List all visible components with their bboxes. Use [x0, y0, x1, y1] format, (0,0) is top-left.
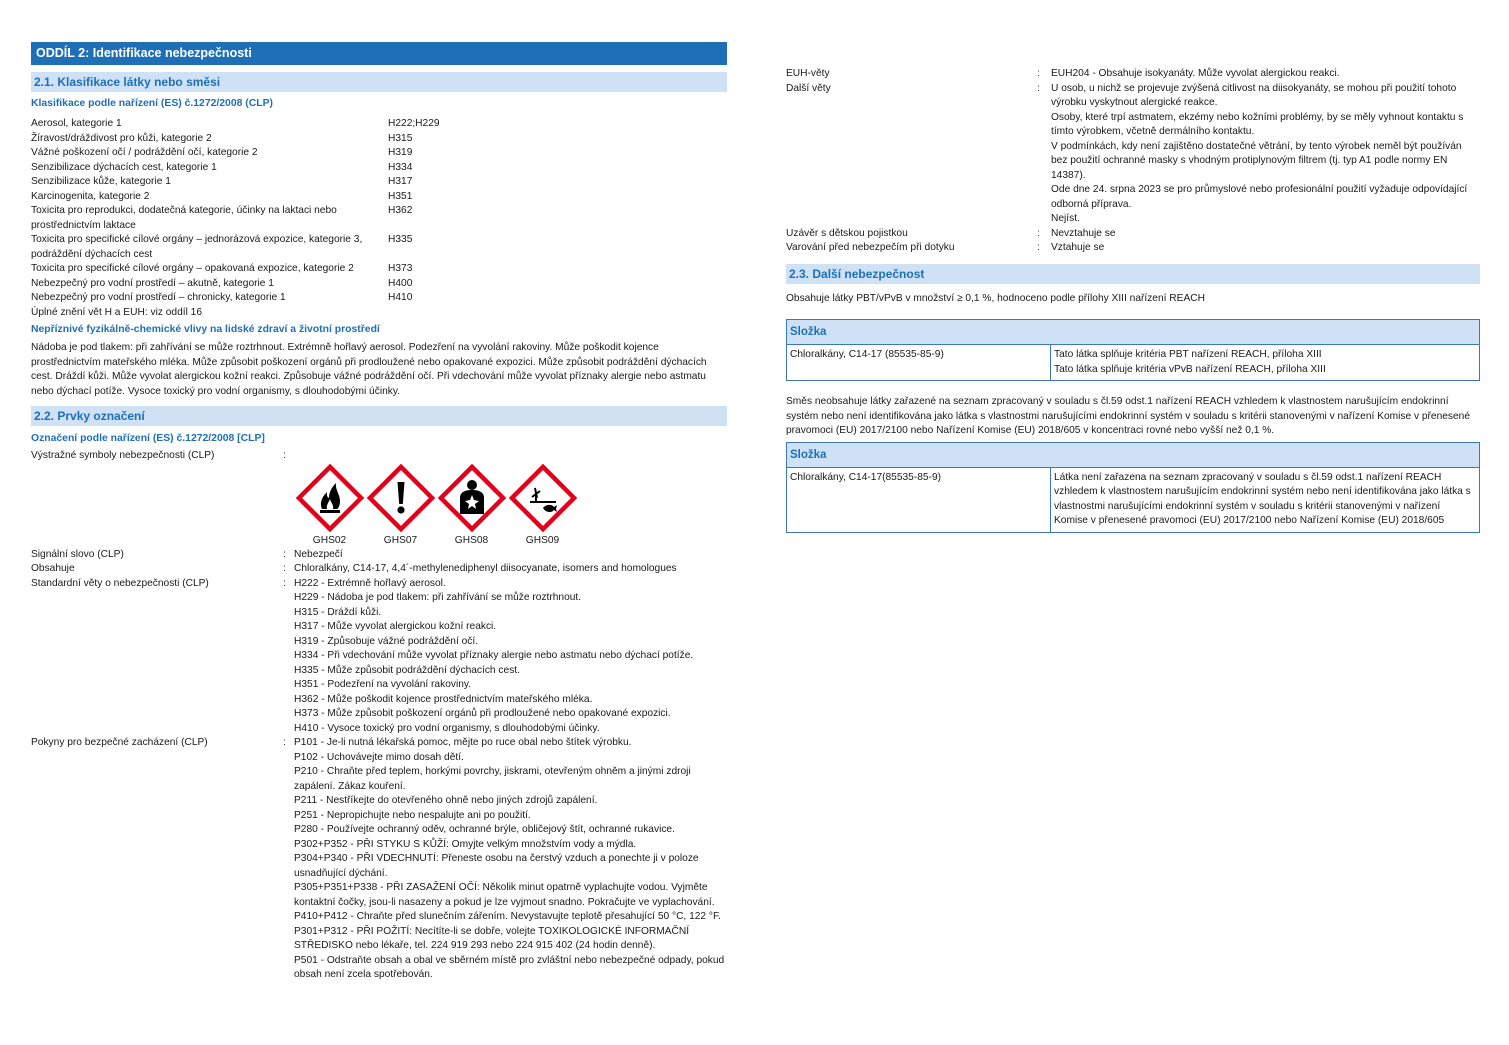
classification-code: H410	[388, 292, 413, 303]
classification-name: Senzibilizace kůže, kategorie 1	[31, 176, 171, 187]
classification-code: H315	[388, 132, 413, 144]
pbt-table-header: Složka	[787, 320, 1479, 345]
ghs-pictograms	[294, 464, 727, 547]
pictogram-code: GHS07	[383, 534, 418, 546]
full-text-note: Úplné znění vět H a EUH: viz oddíl 16	[31, 306, 203, 318]
separator: :	[283, 577, 286, 589]
separator: :	[283, 563, 286, 574]
precautionary-statement: P211 - Nestříkejte do otevřeného ohně nebo jiných zdrojů zapálení.	[294, 795, 598, 806]
substance-cell: Chloralkány, C14-17 (85535-85-9)	[787, 345, 1051, 380]
other-statement: Osoby, které trpí astmatem, ekzémy nebo kožními problémy, by se měly vyhnout kontaktu s tímto výrobkem, včetně dermálního kontaktu.	[1051, 111, 1464, 137]
classification-list	[31, 117, 727, 306]
precautionary-statement: P210 - Chraňte před teplem, horkými povrchy, jiskrami, otevřeným ohněm a jinými zdroji zapálení. Zákaz kouření.	[294, 766, 691, 792]
classification-row	[31, 175, 727, 190]
other-statement: V podmínkách, kdy není zajištěno dostatečné větrání, by tento výrobek neměl být používán bez použití ochranné masky s vhodným protiplynovým filtrem (tj. typ A1 podle normy EN 14387).	[1051, 140, 1462, 181]
contains-label: Obsahuje	[31, 563, 75, 574]
pictogram-code: GHS02	[312, 534, 347, 546]
tactile-warning-label: Varování před nebezpečím při dotyku	[786, 242, 955, 253]
separator: :	[283, 737, 286, 748]
classification-row	[31, 146, 727, 161]
classification-name: Karcinogenita, kategorie 2	[31, 190, 150, 202]
endocrine-assessment-cell: Látka není zařazena na seznam zpracovaný v souladu s čl.59 odst.1 nařízení REACH vzhledem k vlastnostem narušujícím endokrinní systém nebo není identifikována jako látka s vlastnostmi narušujícími endokrinní systém v souladu s kritérii stanovenými v nařízení Komise v přenesené pravomoci (EU) 2017/2100 nebo Nařízení Komise (EU) 2018/605	[1054, 471, 1471, 526]
precautionary-statement: P280 - Používejte ochranný oděv, ochranné brýle, obličejový štít, ochranné rukavice.	[294, 824, 675, 835]
classification-code: H400	[388, 277, 413, 289]
signal-word-label: Signální slovo (CLP)	[31, 548, 124, 560]
adverse-effects-text: Nádoba je pod tlakem: při zahřívání se může roztrhnout. Extrémně hořlavý aerosol. Podezření na vyvolání rakoviny. Může poškodit kojence prostřednictvím mateřského mléka. Může způsobit poškození orgánů při prodloužené nebo opakované expozici. Může způsobit podráždění dýchacích cest. Dráždí kůži. Může vyvolat alergickou kožní reakci. Způsobuje vážné podráždění očí. Při vdechování může vyvolat příznaky alergie nebo astmatu nebo dýchací potíže. Vysoce toxický pro vodní organismy, s dlouhodobými účinky.	[31, 342, 707, 397]
pictograms-row	[31, 449, 727, 464]
labelling-caption: Označení podle nařízení (ES) č.1272/2008 [CLP]	[31, 433, 265, 444]
hazard-statement: H319 - Způsobuje vážné podráždění očí.	[294, 635, 479, 647]
subsection-2-1-title: 2.1. Klasifikace látky nebo směsi	[31, 72, 727, 92]
separator: :	[1037, 82, 1040, 94]
child-closure-value: Nevztahuje se	[1051, 227, 1116, 239]
subsection-2-2-title: 2.2. Prvky označení	[31, 406, 727, 426]
precautionary-statements-label: Pokyny pro bezpečné zacházení (CLP)	[31, 737, 208, 748]
hazard-statement: H229 - Nádoba je pod tlakem: při zahřívání se může roztrhnout.	[294, 592, 582, 603]
precautionary-statement: P101 - Je-li nutná lékařská pomoc, mějte po ruce obal nebo štítek výrobku.	[294, 737, 632, 748]
endocrine-text: Směs neobsahuje látky zařazené na seznam zpracovaný v souladu s čl.59 odst.1 nařízení REACH vzhledem k vlastnostem narušujícím endokrinní systém nebo není identifikována jako látka s vlastnostmi narušujícími endokrinní systém v souladu s kritérii stanovenými v nařízení Komise v přenesené pravomoci (EU) 2017/2100 nebo Nařízení Komise (EU) 2018/605 v koncentraci rovné nebo vyšší než 0,1 %.	[786, 396, 1471, 436]
classification-name: Senzibilizace dýchacích cest, kategorie 1	[31, 161, 217, 173]
exclamation-icon	[367, 464, 435, 532]
classification-code: H319	[388, 147, 413, 158]
pictogram-ghs08	[436, 464, 507, 547]
left-page	[31, 0, 727, 983]
hazard-statement: H315 - Dráždí kůži.	[294, 606, 382, 618]
classification-code: H334	[388, 161, 413, 173]
classification-name: Nebezpečný pro vodní prostředí – akutně, kategorie 1	[31, 277, 274, 289]
signal-word-value: Nebezpečí	[294, 548, 343, 560]
classification-code: H335	[388, 234, 413, 245]
precautionary-statement: P410+P412 - Chraňte před slunečním zářením. Nevystavujte teplotě přesahující 50 °C, 122 °F.	[294, 911, 721, 922]
classification-code: H362	[388, 205, 413, 216]
table-row	[787, 345, 1479, 380]
classification-row	[31, 190, 727, 205]
classification-caption: Klasifikace podle nařízení (ES) č.1272/2008 (CLP)	[31, 98, 273, 109]
subsection-2-3-title: 2.3. Další nebezpečnost	[786, 264, 1480, 284]
hazard-statement: H335 - Může způsobit podráždění dýchacích cest.	[294, 664, 520, 676]
classification-name: Toxicita pro specifické cílové orgány – jednorázová expozice, kategorie 3, podráždění dýchacích cest	[31, 234, 363, 260]
other-statement: U osob, u nichž se projevuje zvýšená citlivost na diisokyanáty, se mohou při použití tohoto výrobku vyskytnout alergické reakce.	[1051, 82, 1457, 108]
pbt-table	[786, 319, 1480, 381]
classification-row	[31, 204, 727, 233]
section-title: ODDÍL 2: Identifikace nebezpečnosti	[31, 42, 727, 65]
flame-icon	[296, 464, 364, 532]
euh-row	[786, 67, 1480, 82]
classification-row	[31, 161, 727, 176]
separator: :	[283, 450, 286, 461]
endocrine-table	[786, 442, 1480, 533]
precautionary-statement: P501 - Odstraňte obsah a obal ve sběrném místě pro zvláštní nebo nebezpečné odpady, pokud obsah není zcela spotřebován.	[294, 954, 725, 980]
hazard-statement: H334 - Při vdechování může vyvolat příznaky alergie nebo astmatu nebo dýchací potíže.	[294, 650, 694, 661]
other-statement: Nejíst.	[1051, 213, 1080, 224]
contains-value: Chloralkány, C14-17, 4,4´-methylenediphenyl diisocyanate, isomers and homologues	[294, 563, 677, 574]
separator: :	[283, 548, 286, 560]
substance-cell: Chloralkány, C14-17(85535-85-9)	[787, 468, 1051, 532]
classification-row	[31, 233, 727, 262]
hazard-statement: H222 - Extrémně hořlavý aerosol.	[294, 577, 446, 589]
endocrine-table-header: Složka	[787, 443, 1479, 468]
separator: :	[1037, 242, 1040, 253]
other-statements-list	[1051, 82, 1480, 227]
hazard-statements-list	[294, 577, 727, 737]
precautionary-statement: P305+P351+P338 - PŘI ZASAŽENÍ OČÍ: Několik minut opatrně vyplachujte vodou. Vyjměte kontaktní čočky, jsou-li nasazeny a pokud je lze vyjmout snadno. Pokračujte ve vyplachování.	[294, 882, 715, 908]
precautionary-statement: P304+P340 - PŘI VDECHNUTÍ: Přeneste osobu na čerstvý vzduch a ponechte ji v poloze usnadňující dýchání.	[294, 853, 699, 879]
hazard-statement: H317 - Může vyvolat alergickou kožní reakci.	[294, 621, 497, 632]
precautionary-statement: P102 - Uchovávejte mimo dosah dětí.	[294, 751, 464, 763]
pictograms-label: Výstražné symboly nebezpečnosti (CLP)	[31, 450, 215, 461]
other-statements-label: Další věty	[786, 82, 831, 94]
child-closure-label: Uzávěr s dětskou pojistkou	[786, 227, 908, 239]
precautionary-statements-row	[31, 736, 727, 983]
classification-row	[31, 117, 727, 132]
other-statements-row	[786, 82, 1480, 227]
classification-row	[31, 277, 727, 292]
euh-label: EUH-věty	[786, 68, 830, 79]
classification-name: Toxicita pro reprodukci, dodatečná kategorie, účinky na laktaci nebo prostřednictvím laktace	[31, 205, 337, 231]
classification-code: H317	[388, 176, 413, 187]
pictogram-ghs02	[294, 464, 365, 547]
other-statement: Ode dne 24. srpna 2023 se pro průmyslové nebo profesionální použití vyžaduje odpovídající odborná příprava.	[1051, 184, 1468, 210]
precautionary-statements-list	[294, 736, 727, 983]
precautionary-statement: P251 - Nepropichujte nebo nespalujte ani po použití.	[294, 809, 531, 821]
criteria-cell	[1051, 345, 1479, 380]
classification-row	[31, 291, 727, 306]
signal-word-row	[31, 548, 727, 563]
separator: :	[1037, 68, 1040, 79]
adverse-effects-caption: Nepříznivé fyzikálně-chemické vlivy na lidské zdraví a životní prostředí	[31, 324, 380, 335]
tactile-warning-value: Vztahuje se	[1051, 242, 1105, 253]
hazard-statement: H373 - Může způsobit poškození orgánů při prodloužené nebo opakované expozici.	[294, 708, 671, 719]
pictogram-ghs07	[365, 464, 436, 547]
pictogram-ghs09	[507, 464, 578, 547]
classification-code: H373	[388, 263, 413, 274]
precautionary-statement: P301+P312 - PŘI POŽITÍ: Necítíte-li se dobře, volejte TOXIKOLOGICKÉ INFORMAČNÍ STŘEDISKO nebo lékaře, tel. 224 919 293 nebo 224 915 402 (24 hodin denně).	[294, 925, 690, 951]
classification-code: H222;H229	[388, 118, 440, 129]
classification-row	[31, 262, 727, 277]
classification-name: Žíravost/dráždivost pro kůži, kategorie 2	[31, 132, 212, 144]
health-hazard-icon	[438, 464, 506, 532]
pbt-text: Obsahuje látky PBT/vPvB v množství ≥ 0,1 %, hodnoceno podle přílohy XIII nařízení REACH	[786, 292, 1205, 304]
criteria-line: Tato látka splňuje kritéria vPvB nařízení REACH, příloha XIII	[1054, 363, 1326, 375]
classification-name: Vážné poškození očí / podráždění očí, kategorie 2	[31, 147, 258, 158]
hazard-statement: H410 - Vysoce toxický pro vodní organismy, s dlouhodobými účinky.	[294, 722, 600, 734]
classification-name: Aerosol, kategorie 1	[31, 118, 122, 129]
classification-name: Toxicita pro specifické cílové orgány – opakovaná expozice, kategorie 2	[31, 263, 354, 274]
precautionary-statement: P302+P352 - PŘI STYKU S KŮŽÍ: Omyjte velkým množstvím vody a mýdla.	[294, 838, 637, 850]
tactile-warning-row	[786, 241, 1480, 256]
euh-value: EUH204 - Obsahuje isokyanáty. Může vyvolat alergickou reakci.	[1051, 68, 1340, 79]
child-closure-row	[786, 227, 1480, 242]
classification-name: Nebezpečný pro vodní prostředí – chronicky, kategorie 1	[31, 292, 286, 303]
contains-row	[31, 562, 727, 577]
classification-row	[31, 132, 727, 147]
pictogram-code: GHS08	[454, 534, 489, 546]
separator: :	[1037, 227, 1040, 239]
pictogram-code: GHS09	[525, 534, 560, 546]
hazard-statement: H362 - Může poškodit kojence prostřednictvím mateřského mléka.	[294, 693, 593, 705]
environment-icon	[509, 464, 577, 532]
right-page	[786, 0, 1480, 533]
classification-code: H351	[388, 190, 413, 202]
table-row	[787, 468, 1479, 532]
hazard-statement: H351 - Podezření na vyvolání rakoviny.	[294, 679, 472, 690]
hazard-statements-row	[31, 577, 727, 737]
hazard-statements-label: Standardní věty o nebezpečnosti (CLP)	[31, 577, 209, 589]
criteria-line: Tato látka splňuje kritéria PBT nařízení REACH, příloha XIII	[1054, 349, 1322, 360]
